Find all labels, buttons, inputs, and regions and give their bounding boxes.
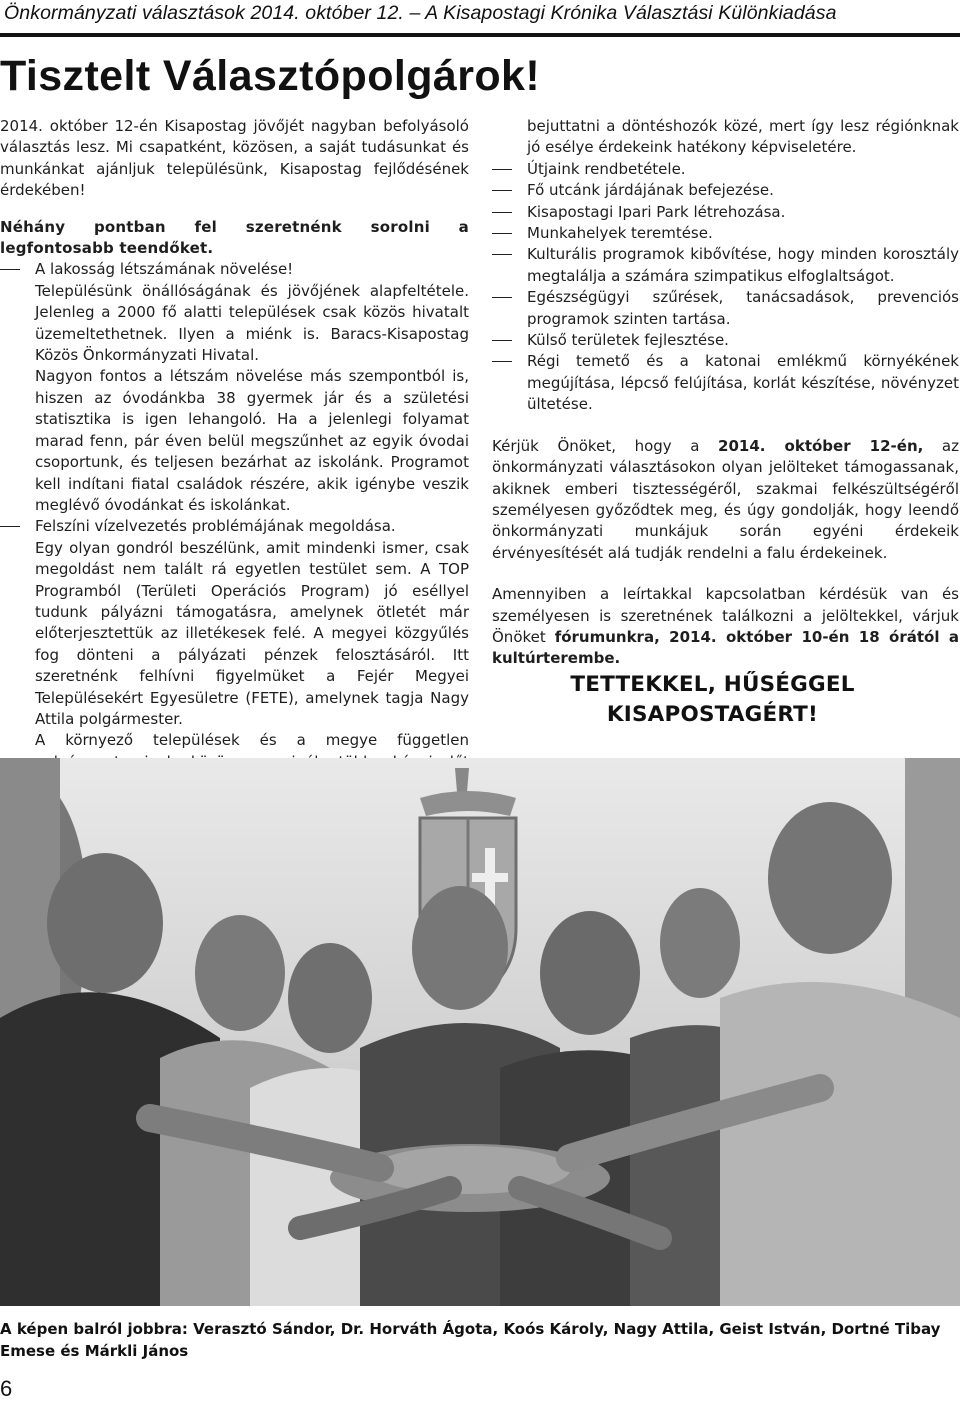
list-item-text: Kisapostagi Ipari Park létrehozása. — [527, 202, 786, 221]
article-title: Tisztelt Választópolgárok! — [0, 52, 541, 100]
dash-bullet — [492, 254, 512, 255]
running-header: Önkormányzati választások 2014. október 12. – A Kisapostagi Krónika Választási Különkiadása — [4, 2, 837, 24]
list-item — [492, 351, 959, 415]
list-item — [492, 244, 959, 287]
list-item — [492, 330, 959, 351]
list-item-text: A lakosság létszámának növelése! — [35, 260, 294, 279]
left-column — [0, 116, 469, 795]
list-item — [492, 180, 959, 201]
item-detail: bejuttatni a döntéshozók közé, mert így lesz régiónknak jó esélye érdekeink hatékony képviseletére. — [527, 117, 959, 157]
dash-bullet — [492, 190, 512, 191]
header-rule — [0, 33, 960, 37]
list-item-text: Útjaink rendbetétele. — [527, 159, 686, 178]
list-item — [492, 202, 959, 223]
photo-caption: A képen balról jobbra: Verasztó Sándor, Dr. Horváth Ágota, Koós Károly, Nagy Attila, Geist István, Dortné Tibay Emese és Márkli János — [0, 1320, 941, 1360]
slogan-line: KISAPOSTAGÉRT! — [606, 702, 819, 727]
slogan — [560, 670, 865, 730]
appeal-date: 2014. október 12-én, — [718, 436, 924, 455]
dash-bullet — [492, 340, 512, 341]
dash-bullet — [492, 297, 512, 298]
item-detail: Településünk önállóságának és jövőjének alapfeltétele. Jelenleg a 2000 fő alatti települések csak közös hivatalt üzemeltethetnek. Ilyen a miénk is. Baracs-Kisapostag Közös Önkormányzati Hivatal. — [35, 281, 469, 365]
list-item — [0, 259, 469, 280]
intro-paragraph: 2014. október 12-én Kisapostag jövőjét nagyban befolyásoló választás lesz. Mi csapatként, közösen, a saját tudásunkat és munkánkat ajánljuk településünk, Kisapostag fejlődésének érdekében! — [0, 117, 469, 200]
item-detail: Egy olyan gondról beszélünk, amit mindenki ismer, csak megoldást nem talált rá egyetlen testület sem. A TOP Programból (Területi Operációs Program) jó eséllyel tudunk pályázni támogatásra, amelynek ötletét már előterjesztettük az illetékesek felé. A megyei közgyűlés fog dönteni a pályázati pénzek felosztásáról. Itt szeretnénk felhívni figyelmüket a Fejér Megyei Településekért Egyesületre (FETE), amelynek tagja Nagy Attila polgármester. — [35, 538, 469, 728]
list-item — [492, 223, 959, 244]
group-photo — [0, 758, 960, 1306]
right-column — [492, 116, 959, 670]
item-detail: Nagyon fontos a létszám növelése más szempontból is, hiszen az óvodánkba 38 gyermek jár és a születési statisztika is igen lehangoló. Ha a jelenlegi folyamat marad fenn, pár éven belül megszűnhet az egyik óvodai csoportunk, és teljesen bezárhat az iskolánk. Programot kell indítani fiatal családok részére, akik igénybe veszik meglévő óvodánkat és iskolánkat. — [35, 367, 469, 514]
item-detail: A környező települések és a megye független — [35, 731, 469, 750]
list-item-text: Külső területek fejlesztése. — [527, 331, 729, 350]
appeal-text: Kérjük Önöket, hogy a — [492, 436, 719, 455]
page-number: 6 — [0, 1376, 13, 1401]
slogan-line: TETTEKKEL, HŰSÉGGEL — [570, 672, 855, 697]
priorities-lead: Néhány pontban fel szeretnénk sorolni a legfontosabb teendőket. — [0, 217, 469, 258]
appeal-text: az önkormányzati választásokon olyan jelölteket támogassanak, akiknek emberi tisztességéről, szakmai felkészültségéről személyesen győződtek meg, és úgy gondolják, hogy leendő önkormányzati munkájuk során egyéni érdekeik érvényesítését alá tudják rendelni a falu érdekeinek. — [492, 436, 959, 562]
list-item-text: Kulturális programok kibővítése, hogy minden korosztály megtalálja a számára szimpatikus elfoglaltságot. — [527, 245, 959, 285]
list-item — [492, 287, 959, 330]
appeal-paragraph — [492, 436, 959, 564]
forum-details: fórumunkra, 2014. október 10-én 18 órától a kultúrterembe. — [492, 627, 959, 668]
list-item-text: Felszíni vízelvezetés problémájának megoldása. — [35, 517, 396, 536]
list-item — [492, 159, 959, 180]
dash-bullet — [492, 212, 512, 213]
forum-paragraph — [492, 584, 959, 670]
list-item-text: Fő utcánk járdájának befejezése. — [527, 181, 774, 200]
dash-bullet — [492, 233, 512, 234]
list-item-text: Egészségügyi szűrések, tanácsadások, prevenciós programok szinten tartása. — [527, 288, 959, 328]
list-item-text: Régi temető és a katonai emlékmű környékének megújítása, lépcső felújítása, korlát készítése, növényzet ültetése. — [527, 352, 959, 414]
dash-bullet — [492, 361, 512, 362]
list-item — [0, 516, 469, 537]
dash-bullet — [0, 269, 20, 270]
dash-bullet — [0, 526, 20, 527]
forum-text: Amennyiben a leírtakkal kapcsolatban kérdésük van és személyesen is szeretnének találkozni a jelöltekkel, várjuk Önöket — [492, 585, 959, 646]
list-item-text: Munkahelyek teremtése. — [527, 224, 713, 243]
dash-bullet — [492, 169, 512, 170]
group-photo-illustration — [0, 758, 960, 1306]
